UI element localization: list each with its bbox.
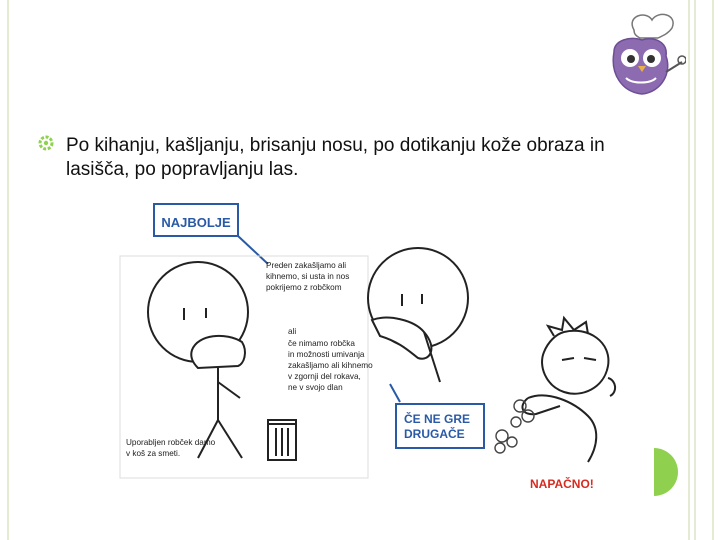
caption-bin: Uporabljen robček damo v koš za smeti. (126, 438, 216, 458)
slide-frame-right-line (694, 0, 696, 540)
cough-cloud (495, 400, 534, 453)
caption-cough: Preden zakašljamo ali kihnemo, si usta in nos pokrijemo z robčkom (266, 261, 350, 292)
slide-frame-right-line (712, 0, 714, 540)
bullet-text: Po kihanju, kašljanju, brisanju nosu, po dotikanju kože obraza in lasišča, po popravljanju las. (66, 135, 605, 180)
best-badge (154, 204, 268, 264)
boy-coughing-wrong (522, 318, 615, 462)
otherwise-badge (396, 404, 484, 448)
slide-frame-left-line (7, 0, 9, 540)
owl-chef-logo (596, 12, 686, 104)
person-with-tissue (148, 262, 248, 458)
wrong-label: NAPAČNO! (530, 477, 594, 491)
trash-can (268, 420, 296, 460)
decorative-half-circle (654, 448, 686, 496)
person-coughing-sleeve (368, 248, 468, 382)
caption-or: ali (288, 327, 297, 336)
hygiene-illustration (118, 202, 618, 502)
best-badge-label: NAJBOLJE (161, 215, 231, 230)
gear-bullet-icon (38, 135, 54, 151)
slide-frame-right-line (688, 0, 690, 540)
otherwise-badge-label: ČE NE GRE DRUGAČE (404, 412, 471, 441)
caption-no-tissue: če nimamo robčka in možnosti umivanja zakašljamo ali kihnemo v zgornji del rokava, ne v svojo dlan (288, 339, 373, 392)
